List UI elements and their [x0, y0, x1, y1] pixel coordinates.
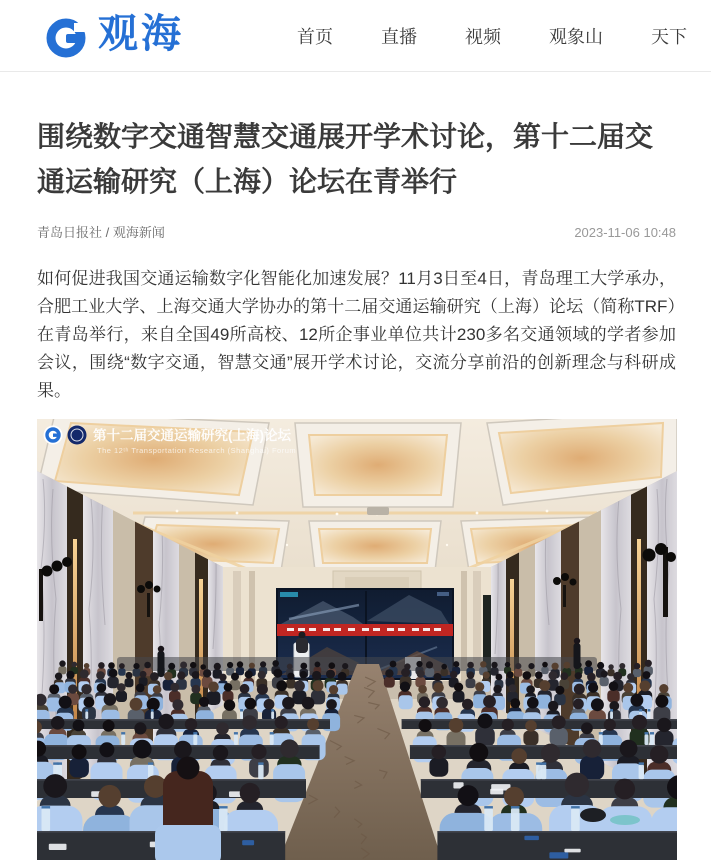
site-logo[interactable]	[44, 11, 184, 61]
site-header	[0, 0, 711, 72]
article-body: 如何促进我国交通运输数字化智能化加速发展？11月3日至4日，青岛理工大学承办，合肥工业大学、上海交通大学协办的第十二届交通运输研究（上海）论坛（简称TRF）在青岛举行，来自全国49所高校、12所企事业单位共计230多名交通领域的学者参加会议，围绕“数字交通，智慧交通”展开学术讨论，交流分享前沿的创新理念与科研成果。	[37, 269, 676, 400]
article-source: 青岛日报社 / 观海新闻	[37, 225, 165, 240]
nav-item-home[interactable]: 首页	[297, 26, 333, 47]
watermark-title: 第十二届交通运输研究(上海)论坛	[93, 428, 291, 443]
article-meta	[37, 222, 676, 241]
site-logo-text: 观海	[98, 11, 184, 56]
nav-item-world[interactable]: 天下	[651, 26, 687, 47]
article	[0, 114, 711, 860]
article-title: 围绕数字交通智慧交通展开学术讨论，第十二届交通运输研究（上海）论坛在青举行	[37, 121, 654, 197]
article-photo	[37, 419, 677, 860]
conference-hall-photo	[37, 419, 677, 860]
nav-item-video[interactable]: 视频	[465, 26, 501, 47]
nav-item-live[interactable]: 直播	[381, 26, 417, 47]
watermark-subtitle: The 12ᵗʰ Transportation Research (Shanghai) Forum	[97, 446, 297, 455]
audience-crowd	[37, 638, 677, 860]
nav-item-guanxiangshan[interactable]: 观象山	[549, 26, 603, 47]
main-nav	[297, 23, 687, 49]
article-date: 2023-11-06 10:48	[574, 225, 676, 240]
guanhai-g-icon	[44, 11, 92, 61]
